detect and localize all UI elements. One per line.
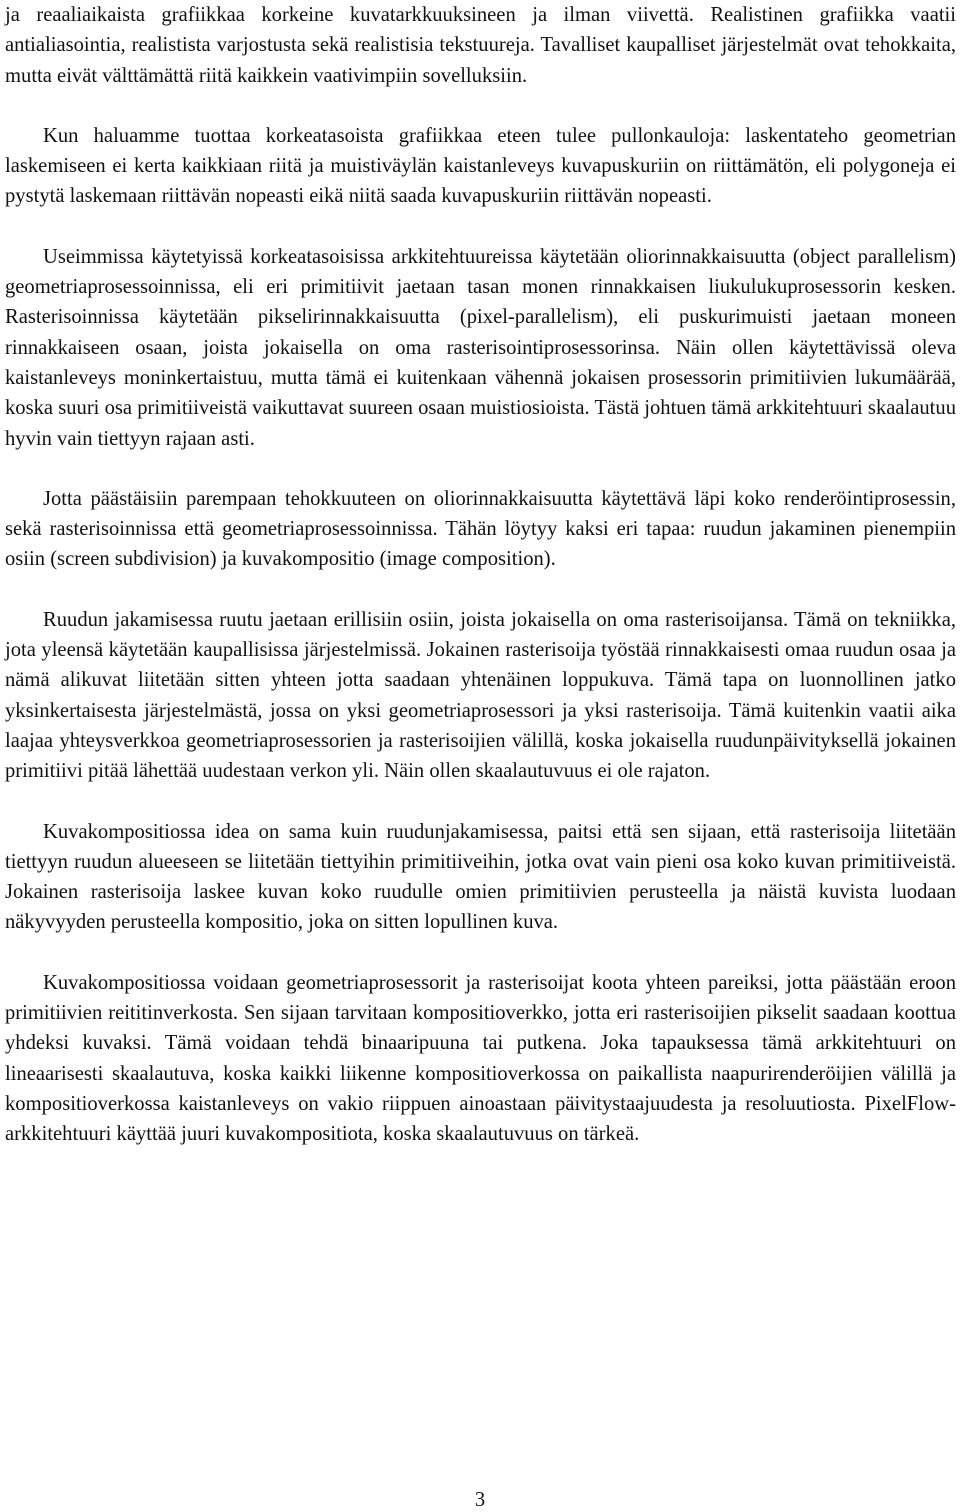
page-number: 3 bbox=[474, 1489, 486, 1511]
paragraph-6: Kuvakompositiossa idea on sama kuin ruudunjakamisessa, paitsi että sen sijaan, että rasterisoija liitetään tiettyyn ruudun alueeseen se liitetään tiettyihin primitiiveihin, jotka ovat vain pieni osa koko kuvan primitiiveistä. Jokainen rasterisoija laskee kuvan koko ruudulle omien primitiivien perusteella ja näistä kuvista luodaan näkyvyyden perusteella kompositio, joka on sitten lopullinen kuva. bbox=[5, 820, 956, 934]
document-page bbox=[5, 0, 956, 1180]
paragraph-7: Kuvakompositiossa voidaan geometriaprosessorit ja rasterisoijat koota yhteen pareiksi, jotta päästään eroon primitiivien reititinverkosta. Sen sijaan tarvitaan kompositioverkko, jotta eri rasterisoijien pikselit saadaan koottua yhdeksi kuvaksi. Tämä voidaan tehdä binaaripuuna tai putkena. Joka tapauksessa tämä arkkitehtuuri on lineaarisesti skaalautuva, koska kaikki liikenne kompositioverkossa on paikallista naapurirenderöijien välillä ja kompositioverkossa kaistanleveys on vakio riippuen ainoastaan päivitystaajuudesta ja resoluutiosta. PixelFlow-arkkitehtuuri käyttää juuri kuvakompositiota, koska skaalautuvuus on tärkeä. bbox=[5, 971, 956, 1146]
paragraph-5: Ruudun jakamisessa ruutu jaetaan erillisiin osiin, joista jokaisella on oma rasterisoijansa. Tämä on tekniikka, jota yleensä käytetään kaupallisissa järjestelmissä. Jokainen rasterisoija työstää rinnakkaisesti omaa ruudun osaa ja nämä alikuvat liitetään sitten yhteen jotta saadaan yhtenäinen loppukuva. Tämä tapa on luonnollinen jatko yksinkertaisesta järjestelmästä, jossa on yksi geometriaprosessori ja yksi rasterisoija. Tämä kuitenkin vaatii aika laajaa yhteysverkkoa geometriaprosessorien ja rasterisoijien välillä, koska jokaisella ruudunpäivityksellä jokainen primitiivi pitää lähettää uudestaan verkon yli. Näin ollen skaalautuvuus ei ole rajaton. bbox=[5, 608, 956, 783]
paragraph-2: Kun haluamme tuottaa korkeatasoista grafiikkaa eteen tulee pullonkauloja: laskentateho geometrian laskemiseen ei kerta kaikkiaan riitä ja muistiväylän kaistanleveys kuvapuskuriin on riittämätön, eli polygoneja ei pystytä laskemaan riittävän nopeasti eikä niitä saada kuvapuskuriin riittävän nopeasti. bbox=[5, 124, 956, 208]
paragraph-3: Useimmissa käytetyissä korkeatasoisissa arkkitehtuureissa käytetään oliorinnakkaisuutta (object parallelism) geometriaprosessoinnissa, eli eri primitiivit jaetaan tasan monen rinnakkaisen liukulukuprosessorin kesken. Rasterisoinnissa käytetään pikselirinnakkaisuutta (pixel-parallelism), eli puskurimuisti jaetaan moneen rinnakkaiseen osaan, joista jokaisella on oma rasterisointiprosessorinsa. Näin ollen käytettävissä oleva kaistanleveys moninkertaistuu, mutta tämä ei kuitenkaan vähennä jokaisen prosessorin primitiivien lukumäärää, koska suuri osa primitiiveistä vaikuttavat suureen osaan muistiosioista. Tästä johtuen tämä arkkitehtuuri skaalautuu hyvin vain tiettyyn rajaan asti. bbox=[5, 245, 956, 450]
paragraph-4: Jotta päästäisiin parempaan tehokkuuteen on oliorinnakkaisuutta käytettävä läpi koko renderöintiprosessin, sekä rasterisoinnissa että geometriaprosessoinnissa. Tähän löytyy kaksi eri tapaa: ruudun jakaminen pienempiin osiin (screen subdivision) ja kuvakompositio (image composition). bbox=[5, 487, 956, 571]
paragraph-1: ja reaaliaikaista grafiikkaa korkeine kuvatarkkuuksineen ja ilman viivettä. Realistinen grafiikka vaatii antialiasointia, realistista varjostusta sekä realistisia tekstuureja. Tavalliset kaupalliset järjestelmät ovat tehokkaita, mutta eivät välttämättä riitä kaikkein vaativimpiin sovelluksiin. bbox=[5, 4, 956, 87]
